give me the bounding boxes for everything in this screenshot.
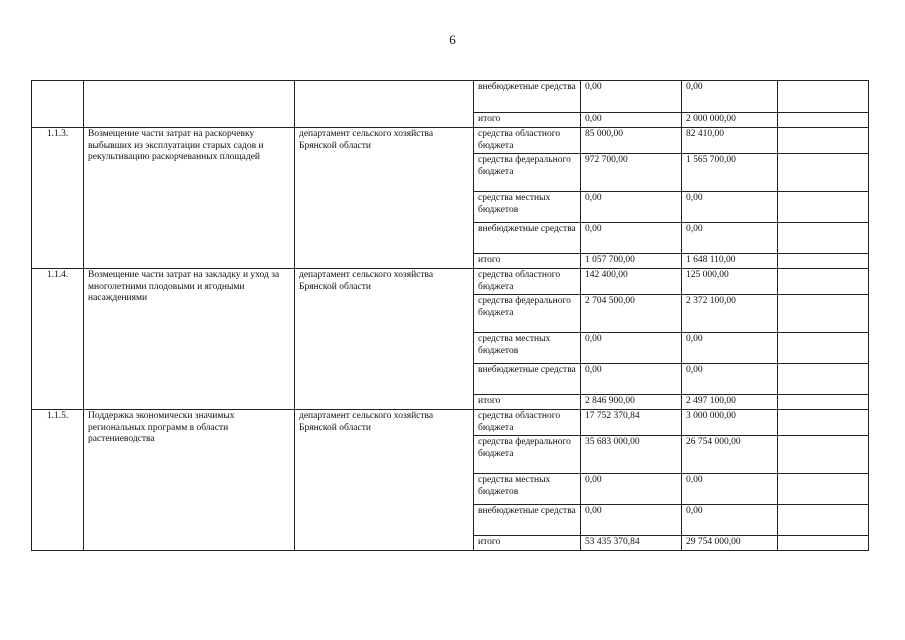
funding-source: средства федерального бюджета	[474, 154, 581, 192]
amount-cell: 1 057 700,00	[581, 254, 682, 269]
item-number	[32, 81, 84, 128]
item-executor: департамент сельского хозяйства Брянской области	[295, 410, 474, 551]
funding-source: средства областного бюджета	[474, 410, 581, 436]
amount-cell: 0,00	[682, 333, 778, 364]
empty-cell	[778, 269, 869, 295]
item-name: Возмещение части затрат на раскорчевку выбывших из эксплуатации старых садов и рекультивацию раскорчеванных площадей	[84, 128, 295, 269]
empty-cell	[778, 436, 869, 474]
empty-cell	[778, 254, 869, 269]
amount-cell: 0,00	[581, 81, 682, 113]
table-row	[32, 81, 869, 113]
amount-cell: 142 400,00	[581, 269, 682, 295]
amount-cell: 2 704 500,00	[581, 295, 682, 333]
amount-cell: 1 565 700,00	[682, 154, 778, 192]
amount-cell: 972 700,00	[581, 154, 682, 192]
funding-source: внебюджетные средства	[474, 223, 581, 254]
table-row	[32, 410, 869, 436]
funding-source: средства федерального бюджета	[474, 295, 581, 333]
amount-cell: 0,00	[682, 192, 778, 223]
funding-source: средства местных бюджетов	[474, 474, 581, 505]
item-executor	[295, 81, 474, 128]
funding-source: итого	[474, 536, 581, 551]
empty-cell	[778, 410, 869, 436]
amount-cell: 85 000,00	[581, 128, 682, 154]
amount-cell: 2 372 100,00	[682, 295, 778, 333]
funding-source: внебюджетные средства	[474, 505, 581, 536]
amount-cell: 29 754 000,00	[682, 536, 778, 551]
funding-source: внебюджетные средства	[474, 364, 581, 395]
empty-cell	[778, 505, 869, 536]
funding-source: итого	[474, 254, 581, 269]
page-number: 6	[449, 32, 456, 47]
amount-cell: 0,00	[581, 113, 682, 128]
empty-cell	[778, 192, 869, 223]
empty-cell	[778, 474, 869, 505]
empty-cell	[778, 113, 869, 128]
funding-source: внебюджетные средства	[474, 81, 581, 113]
empty-cell	[778, 295, 869, 333]
amount-cell: 26 754 000,00	[682, 436, 778, 474]
table-row	[32, 269, 869, 295]
amount-cell: 0,00	[581, 364, 682, 395]
item-name	[84, 81, 295, 128]
funding-source: средства местных бюджетов	[474, 333, 581, 364]
item-name: Поддержка экономически значимых региональных программ в области растениеводства	[84, 410, 295, 551]
amount-cell: 0,00	[682, 505, 778, 536]
funding-source: итого	[474, 395, 581, 410]
amount-cell: 0,00	[581, 223, 682, 254]
amount-cell: 0,00	[682, 81, 778, 113]
amount-cell: 3 000 000,00	[682, 410, 778, 436]
item-number: 1.1.4.	[32, 269, 84, 410]
amount-cell: 0,00	[581, 333, 682, 364]
empty-cell	[778, 81, 869, 113]
amount-cell: 2 000 000,00	[682, 113, 778, 128]
empty-cell	[778, 333, 869, 364]
amount-cell: 0,00	[682, 223, 778, 254]
funding-source: итого	[474, 113, 581, 128]
amount-cell: 125 000,00	[682, 269, 778, 295]
empty-cell	[778, 536, 869, 551]
item-executor: департамент сельского хозяйства Брянской области	[295, 269, 474, 410]
amount-cell: 0,00	[581, 192, 682, 223]
funding-source: средства областного бюджета	[474, 269, 581, 295]
funding-source: средства федерального бюджета	[474, 436, 581, 474]
empty-cell	[778, 395, 869, 410]
empty-cell	[778, 154, 869, 192]
amount-cell: 0,00	[581, 474, 682, 505]
amount-cell: 0,00	[682, 364, 778, 395]
empty-cell	[778, 128, 869, 154]
item-name: Возмещение части затрат на закладку и уход за многолетними плодовыми и ягодными насаждениями	[84, 269, 295, 410]
funding-source: средства областного бюджета	[474, 128, 581, 154]
amount-cell: 1 648 110,00	[682, 254, 778, 269]
table-row	[32, 128, 869, 154]
item-executor: департамент сельского хозяйства Брянской области	[295, 128, 474, 269]
amount-cell: 0,00	[581, 505, 682, 536]
amount-cell: 17 752 370,84	[581, 410, 682, 436]
amount-cell: 2 497 100,00	[682, 395, 778, 410]
amount-cell: 82 410,00	[682, 128, 778, 154]
amount-cell: 35 683 000,00	[581, 436, 682, 474]
empty-cell	[778, 223, 869, 254]
item-number: 1.1.3.	[32, 128, 84, 269]
amount-cell: 2 846 900,00	[581, 395, 682, 410]
budget-table	[31, 80, 869, 551]
amount-cell: 53 435 370,84	[581, 536, 682, 551]
budget-table-body	[32, 81, 869, 551]
funding-source: средства местных бюджетов	[474, 192, 581, 223]
empty-cell	[778, 364, 869, 395]
amount-cell: 0,00	[682, 474, 778, 505]
item-number: 1.1.5.	[32, 410, 84, 551]
